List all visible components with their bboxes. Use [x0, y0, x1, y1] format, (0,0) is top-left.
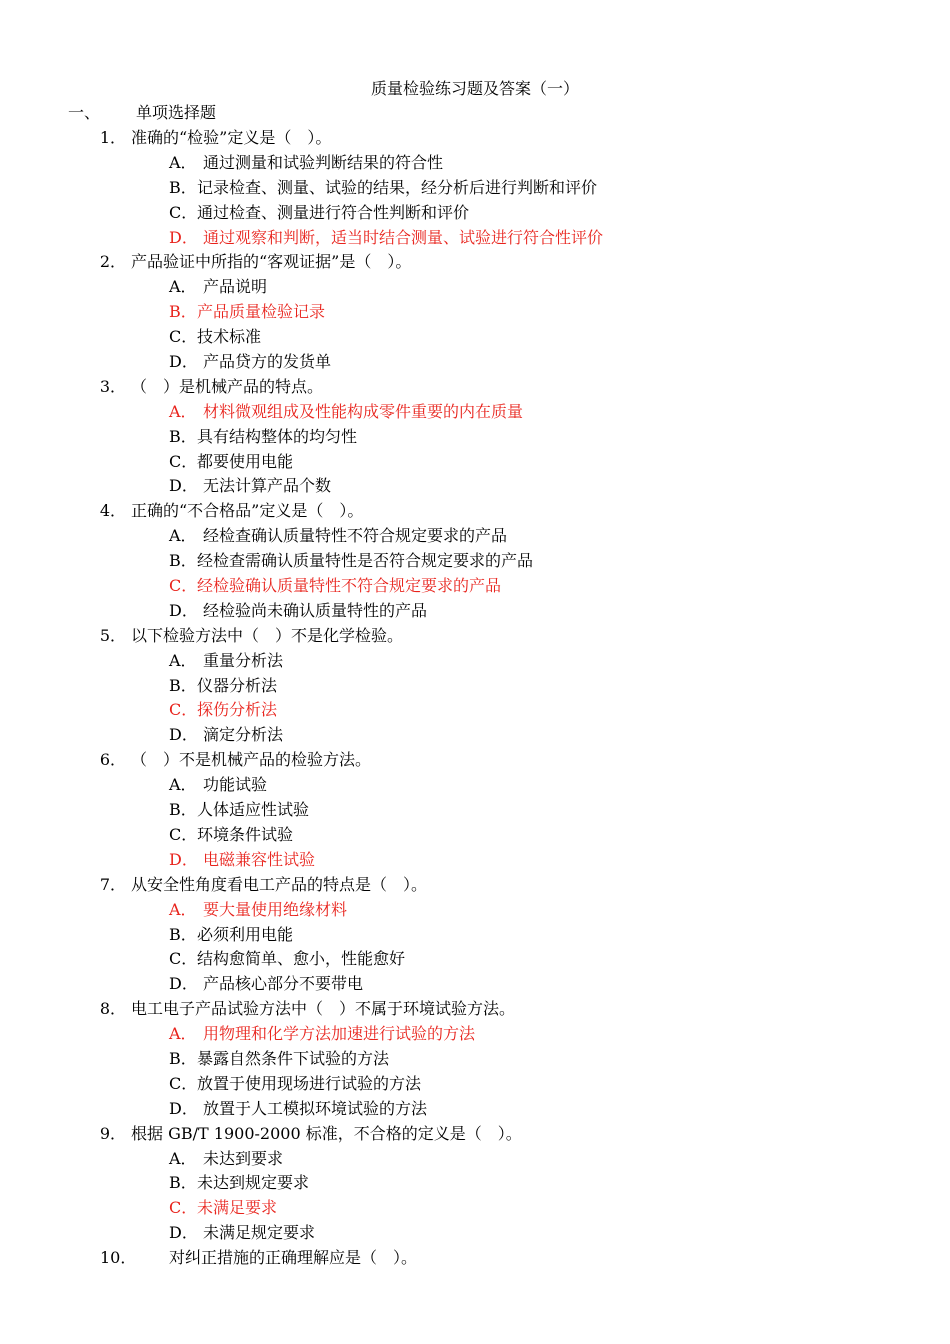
option-label: D．	[169, 1098, 198, 1118]
question-number: 2．	[99, 252, 126, 272]
option-1-b	[0, 176, 950, 201]
option-5-c	[0, 698, 950, 723]
question-number: 6．	[99, 750, 126, 770]
option-label: C．	[169, 824, 198, 844]
question-text: 产品验证中所指的“客观证据”是（ ）。	[131, 252, 412, 272]
option-9-b	[0, 1171, 950, 1196]
option-label: C．	[169, 1073, 198, 1093]
option-9-a	[0, 1147, 950, 1172]
option-8-a	[0, 1022, 950, 1047]
question-10	[0, 1246, 950, 1271]
option-5-a	[0, 649, 950, 674]
question-2	[0, 250, 950, 275]
option-label: A．	[169, 277, 197, 297]
option-text: 未满足规定要求	[203, 1223, 316, 1243]
option-label: B．	[169, 1048, 197, 1068]
correct-answer-text: 用物理和化学方法加速进行试验的方法	[203, 1024, 476, 1044]
option-9-c	[0, 1196, 950, 1221]
option-text: 产品贷方的发货单	[203, 352, 332, 372]
question-text: 从安全性角度看电工产品的特点是（ ）。	[131, 874, 428, 894]
option-1-d	[0, 226, 950, 251]
option-text: 暴露自然条件下试验的方法	[197, 1048, 390, 1068]
option-text: 重量分析法	[203, 650, 284, 670]
option-label: C．	[169, 327, 198, 347]
correct-answer-text: 通过观察和判断，适当时结合测量、试验进行符合性评价	[203, 227, 604, 247]
question-text: 以下检验方法中（ ）不是化学检验。	[131, 625, 404, 645]
question-text: （ ）不是机械产品的检验方法。	[131, 750, 372, 770]
option-6-d	[0, 848, 950, 873]
option-6-a	[0, 773, 950, 798]
question-1	[0, 126, 950, 151]
option-7-c	[0, 947, 950, 972]
option-text: 结构愈简单、愈小，性能愈好	[197, 949, 406, 969]
question-number: 4．	[99, 501, 126, 521]
option-3-a	[0, 400, 950, 425]
option-text: 仪器分析法	[197, 675, 278, 695]
option-label: B．	[169, 1173, 197, 1193]
option-text: 具有结构整体的均匀性	[197, 426, 358, 446]
option-label: C．	[169, 949, 198, 969]
option-5-d	[0, 723, 950, 748]
option-label: A．	[169, 152, 197, 172]
question-number: 5．	[99, 625, 126, 645]
correct-answer-text: 未满足要求	[197, 1198, 278, 1218]
option-8-d	[0, 1097, 950, 1122]
question-text: 准确的“检验”定义是（ ）。	[131, 128, 332, 147]
option-label: D．	[169, 600, 198, 620]
option-text: 无法计算产品个数	[203, 476, 332, 496]
correct-answer-text: 材料微观组成及性能构成零件重要的内在质量	[203, 401, 524, 421]
option-label: B．	[169, 302, 197, 322]
option-2-a	[0, 275, 950, 300]
option-6-c	[0, 823, 950, 848]
option-text: 经检查确认质量特性不符合规定要求的产品	[203, 526, 508, 546]
question-text: （ ）是机械产品的特点。	[131, 376, 324, 396]
question-text: 电工电子产品试验方法中（ ）不属于环境试验方法。	[131, 999, 516, 1019]
option-label: A．	[169, 650, 197, 670]
option-label: B．	[169, 675, 197, 695]
section-number: 一、	[68, 103, 101, 122]
option-2-c	[0, 325, 950, 350]
option-8-b	[0, 1047, 950, 1072]
option-text: 经检查需确认质量特性是否符合规定要求的产品	[197, 551, 534, 571]
option-label: C．	[169, 1198, 198, 1218]
option-text: 都要使用电能	[197, 451, 294, 471]
option-text: 记录检查、测量、试验的结果，经分析后进行判断和评价	[197, 177, 598, 197]
option-4-a	[0, 524, 950, 549]
option-label: B．	[169, 426, 197, 446]
option-4-b	[0, 549, 950, 574]
option-text: 通过测量和试验判断结果的符合性	[203, 152, 444, 172]
option-2-b	[0, 300, 950, 325]
document-title: 质量检验练习题及答案（一）	[370, 79, 579, 98]
question-6	[0, 748, 950, 773]
option-text: 滴定分析法	[203, 725, 284, 745]
question-4	[0, 499, 950, 524]
correct-answer-text: 产品质量检验记录	[197, 302, 326, 322]
option-4-d	[0, 599, 950, 624]
option-7-b	[0, 923, 950, 948]
question-number: 7．	[99, 874, 126, 894]
question-number: 8．	[99, 999, 126, 1019]
question-text: 正确的“不合格品”定义是（ ）。	[131, 501, 364, 521]
correct-answer-text: 电磁兼容性试验	[203, 849, 316, 869]
option-3-b	[0, 425, 950, 450]
option-4-c	[0, 574, 950, 599]
option-3-d	[0, 474, 950, 499]
question-number: 9．	[99, 1123, 126, 1143]
option-label: C．	[169, 202, 198, 222]
option-3-c	[0, 450, 950, 475]
option-2-d	[0, 350, 950, 375]
option-text: 经检验尚未确认质量特性的产品	[203, 600, 428, 620]
option-1-a	[0, 151, 950, 176]
section-label: 单项选择题	[136, 103, 217, 122]
option-8-c	[0, 1072, 950, 1097]
option-label: C．	[169, 451, 198, 471]
option-text: 通过检查、测量进行符合性判断和评价	[197, 202, 470, 222]
option-label: A．	[169, 1148, 197, 1168]
option-label: A．	[169, 526, 197, 546]
option-text: 未达到规定要求	[197, 1173, 310, 1193]
option-label: D．	[169, 849, 198, 869]
option-text: 未达到要求	[203, 1148, 284, 1168]
question-number: 3．	[99, 376, 126, 396]
question-8	[0, 997, 950, 1022]
question-number: 10．	[100, 1248, 137, 1268]
option-text: 放置于人工模拟环境试验的方法	[203, 1098, 428, 1118]
option-9-d	[0, 1221, 950, 1246]
option-label: A．	[169, 775, 197, 795]
correct-answer-text: 探伤分析法	[197, 700, 278, 720]
option-text: 功能试验	[203, 775, 268, 795]
question-number: 1．	[99, 128, 126, 147]
correct-answer-text: 要大量使用绝缘材料	[203, 899, 348, 919]
option-5-b	[0, 674, 950, 699]
question-5	[0, 624, 950, 649]
option-label: D．	[169, 725, 198, 745]
option-text: 技术标准	[197, 327, 262, 347]
option-text: 人体适应性试验	[197, 800, 310, 820]
question-list	[0, 126, 950, 1271]
question-text: 根据 GB/T 1900-2000 标准，不合格的定义是（ ）。	[131, 1123, 522, 1143]
option-6-b	[0, 798, 950, 823]
option-label: B．	[169, 551, 197, 571]
option-label: B．	[169, 924, 197, 944]
option-label: D．	[169, 1223, 198, 1243]
option-label: D．	[169, 974, 198, 994]
option-label: C．	[169, 700, 198, 720]
option-label: B．	[169, 177, 197, 197]
option-text: 必须利用电能	[197, 924, 294, 944]
option-label: A．	[169, 401, 197, 421]
option-text: 放置于使用现场进行试验的方法	[197, 1073, 422, 1093]
question-3	[0, 375, 950, 400]
option-text: 产品说明	[203, 277, 268, 297]
question-text: 对纠正措施的正确理解应是（ ）。	[169, 1248, 418, 1268]
option-label: D．	[169, 352, 198, 372]
option-label: A．	[169, 1024, 197, 1044]
option-label: D．	[169, 476, 198, 496]
option-text: 环境条件试验	[197, 824, 294, 844]
option-7-d	[0, 972, 950, 997]
option-label: C．	[169, 576, 198, 596]
section-heading	[68, 101, 216, 125]
option-label: A．	[169, 899, 197, 919]
option-text: 产品核心部分不要带电	[203, 974, 364, 994]
option-1-c	[0, 201, 950, 226]
option-label: B．	[169, 800, 197, 820]
question-9	[0, 1122, 950, 1147]
option-7-a	[0, 898, 950, 923]
correct-answer-text: 经检验确认质量特性不符合规定要求的产品	[197, 576, 502, 596]
option-label: D．	[169, 227, 198, 247]
question-7	[0, 873, 950, 898]
